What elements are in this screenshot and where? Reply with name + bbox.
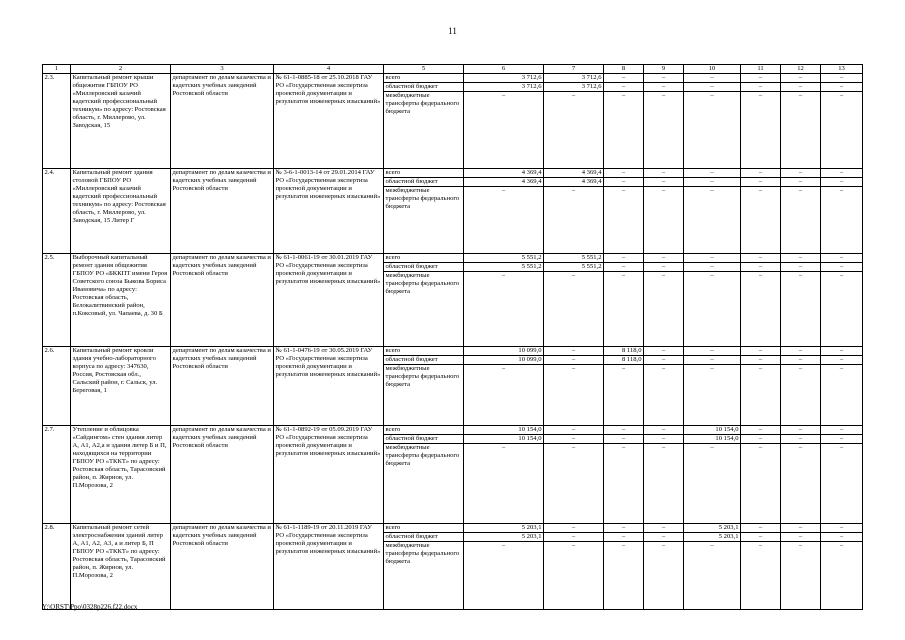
amount-cell: – — [741, 435, 781, 444]
record-object: Капитальный ремонт сетей электроснабжения зданий литер А, А1, А2, А3, а и литер Б, П ГБПОУ РО «ТККТ» по адресу: Ростовская область, Тарасовский район, п. Жирнов, ул. П.Морозова, 2 — [71, 524, 171, 610]
amount-cell: – — [644, 365, 684, 426]
record-object: Капитальный ремонт кровли здания учебно-лабораторного корпуса по адресу: 347630, Россия, Ростовская обл., Сальский район, г. Сальск, ул. Береговая, 1 — [71, 347, 171, 426]
table-row — [43, 74, 863, 83]
amount-cell: – — [644, 356, 684, 365]
amount-cell: – — [604, 92, 644, 169]
amount-cell: – — [684, 347, 741, 356]
amount-cell: – — [741, 533, 781, 542]
amount-cell: – — [544, 187, 604, 254]
table-row — [43, 254, 863, 263]
amount-cell: – — [544, 524, 604, 533]
amount-cell: – — [781, 542, 821, 610]
amount-cell: 3 712,6 — [464, 74, 544, 83]
funding-source: всего — [384, 254, 464, 263]
amount-cell: 5 551,2 — [464, 263, 544, 272]
amount-cell: – — [684, 92, 741, 169]
amount-cell: – — [684, 365, 741, 426]
amount-cell: – — [544, 347, 604, 356]
amount-cell: – — [644, 272, 684, 347]
record-department: департамент по делам казачества и кадетских учебных заведений Ростовской области — [171, 74, 274, 169]
record-department: департамент по делам казачества и кадетских учебных заведений Ростовской области — [171, 347, 274, 426]
amount-cell: – — [684, 74, 741, 83]
amount-cell: – — [741, 365, 781, 426]
amount-cell: – — [781, 365, 821, 426]
column-number: 13 — [821, 65, 863, 74]
amount-cell: – — [821, 542, 863, 610]
amount-cell: – — [464, 365, 544, 426]
record-expertise: № 61-1-0892-19 от 05.09.2019 ГАУ РО «Государственная экспертиза проектной документации и результатов инженерных изысканий» — [274, 426, 384, 524]
amount-cell: – — [781, 444, 821, 524]
amount-cell: – — [604, 444, 644, 524]
amount-cell: – — [544, 435, 604, 444]
amount-cell: – — [464, 272, 544, 347]
record-department: департамент по делам казачества и кадетских учебных заведений Ростовской области — [171, 426, 274, 524]
amount-cell: – — [644, 74, 684, 83]
column-number: 1 — [43, 65, 71, 74]
amount-cell: – — [821, 356, 863, 365]
amount-cell: – — [604, 74, 644, 83]
amount-cell: 4 369,4 — [544, 178, 604, 187]
amount-cell: – — [821, 178, 863, 187]
table-row — [43, 426, 863, 435]
funding-source: межбюджетные трансферты федерального бюджета — [384, 542, 464, 610]
amount-cell: 5 203,1 — [684, 533, 741, 542]
table-row — [43, 347, 863, 356]
amount-cell: – — [644, 92, 684, 169]
amount-cell: – — [821, 74, 863, 83]
amount-cell: 3 712,6 — [544, 74, 604, 83]
amount-cell: – — [741, 524, 781, 533]
amount-cell: – — [781, 83, 821, 92]
amount-cell: – — [821, 533, 863, 542]
record-object: Капитальный ремонт здания столовой ГБПОУ РО «Миллеровский казачий кадетский профессиональный техникум» по адресу: Ростовская область, г. Миллерово, ул. Заводская, 15 Литер Г — [71, 169, 171, 254]
amount-cell: – — [544, 272, 604, 347]
amount-cell: – — [741, 169, 781, 178]
funding-source: всего — [384, 74, 464, 83]
amount-cell: 8 118,0 — [604, 347, 644, 356]
amount-cell: – — [604, 365, 644, 426]
amount-cell: 4 369,4 — [464, 178, 544, 187]
amount-cell: – — [821, 187, 863, 254]
amount-cell: – — [464, 187, 544, 254]
amount-cell: – — [684, 356, 741, 365]
amount-cell: – — [604, 187, 644, 254]
column-number: 6 — [464, 65, 544, 74]
funding-source: всего — [384, 524, 464, 533]
amount-cell: – — [821, 263, 863, 272]
column-number: 5 — [384, 65, 464, 74]
record-department: департамент по делам казачества и кадетских учебных заведений Ростовской области — [171, 254, 274, 347]
amount-cell: – — [644, 426, 684, 435]
amount-cell: 4 369,4 — [544, 169, 604, 178]
amount-cell: – — [644, 542, 684, 610]
funding-source: областной бюджет — [384, 533, 464, 542]
amount-cell: – — [604, 524, 644, 533]
funding-source: областной бюджет — [384, 263, 464, 272]
amount-cell: – — [604, 169, 644, 178]
amount-cell: – — [781, 178, 821, 187]
amount-cell: – — [821, 426, 863, 435]
column-number: 12 — [781, 65, 821, 74]
amount-cell: – — [604, 426, 644, 435]
amount-cell: – — [781, 187, 821, 254]
amount-cell: – — [821, 83, 863, 92]
amount-cell: – — [644, 254, 684, 263]
amount-cell: – — [741, 444, 781, 524]
amount-cell: – — [644, 524, 684, 533]
record-department: департамент по делам казачества и кадетских учебных заведений Ростовской области — [171, 524, 274, 610]
amount-cell: – — [684, 272, 741, 347]
record-department: департамент по делам казачества и кадетских учебных заведений Ростовской области — [171, 169, 274, 254]
amount-cell: – — [684, 254, 741, 263]
funding-source: межбюджетные трансферты федерального бюджета — [384, 272, 464, 347]
record-id: 2.7. — [43, 426, 71, 524]
amount-cell: 10 154,0 — [684, 435, 741, 444]
amount-cell: – — [781, 254, 821, 263]
amount-cell: – — [544, 444, 604, 524]
amount-cell: 10 099,0 — [464, 356, 544, 365]
column-number: 4 — [274, 65, 384, 74]
amount-cell: 5 203,1 — [464, 524, 544, 533]
amount-cell: – — [684, 169, 741, 178]
amount-cell: – — [821, 444, 863, 524]
record-expertise: № 3-6-1-0013-14 от 29.01.2014 ГАУ РО «Государственная экспертиза проектной документации и результатов инженерных изысканий» — [274, 169, 384, 254]
funding-source: областной бюджет — [384, 356, 464, 365]
amount-cell: 10 154,0 — [464, 435, 544, 444]
amount-cell: – — [604, 272, 644, 347]
funding-source: областной бюджет — [384, 435, 464, 444]
column-number-row — [43, 65, 863, 74]
funding-source: межбюджетные трансферты федерального бюджета — [384, 92, 464, 169]
amount-cell: – — [644, 347, 684, 356]
amount-cell: – — [741, 426, 781, 435]
amount-cell: – — [464, 542, 544, 610]
amount-cell: 5 203,1 — [684, 524, 741, 533]
amount-cell: – — [821, 254, 863, 263]
page-number: 11 — [448, 26, 457, 36]
column-number: 7 — [544, 65, 604, 74]
funding-source: межбюджетные трансферты федерального бюджета — [384, 365, 464, 426]
record-expertise: № 61-1-0476-19 от 30.05.2019 ГАУ РО «Государственная экспертиза проектной документации и результатов инженерных изысканий» — [274, 347, 384, 426]
amount-cell: 5 551,2 — [544, 254, 604, 263]
amount-cell: 8 118,0 — [604, 356, 644, 365]
amount-cell: – — [684, 263, 741, 272]
amount-cell: – — [604, 435, 644, 444]
amount-cell: – — [781, 92, 821, 169]
amount-cell: – — [684, 187, 741, 254]
amount-cell: 10 154,0 — [464, 426, 544, 435]
amount-cell: – — [821, 169, 863, 178]
amount-cell: – — [604, 254, 644, 263]
record-expertise: № 61-1-0061-19 от 30.01.2019 ГАУ РО «Государственная экспертиза проектной документации и результатов инженерных изысканий» — [274, 254, 384, 347]
amount-cell: – — [781, 347, 821, 356]
amount-cell: – — [644, 83, 684, 92]
record-id: 2.6. — [43, 347, 71, 426]
record-expertise: № 61-1-0885-18 от 25.10.2018 ГАУ РО «Государственная экспертиза проектной документации и результатов инженерных изысканий» — [274, 74, 384, 169]
record-expertise: № 61-1-1189-19 от 20.11.2019 ГАУ РО «Государственная экспертиза проектной документации и результатов инженерных изысканий» — [274, 524, 384, 610]
amount-cell: – — [741, 272, 781, 347]
amount-cell: – — [781, 169, 821, 178]
amount-cell: – — [781, 74, 821, 83]
amount-cell: – — [604, 263, 644, 272]
record-object: Выборочный капитальный ремонт здания общежития ГБПОУ РО «БККПТ имени Героя Советского союза Быкова Бориса Ивановича» по адресу: Ростовская область, Белокалитвинский район, п.Коксовый, ул. Чапаева, д. 30 Б — [71, 254, 171, 347]
amount-cell: – — [644, 435, 684, 444]
amount-cell: – — [684, 542, 741, 610]
amount-cell: – — [741, 74, 781, 83]
amount-cell: – — [544, 542, 604, 610]
budget-table — [42, 64, 863, 610]
amount-cell: 3 712,6 — [464, 83, 544, 92]
record-id: 2.8. — [43, 524, 71, 610]
funding-source: межбюджетные трансферты федерального бюджета — [384, 187, 464, 254]
column-number: 10 — [684, 65, 741, 74]
record-object: Капитальный ремонт крыши общежития ГБПОУ РО «Миллеровский казачий кадетский профессиональный техникум» по адресу: Ростовская область, г. Миллерово, ул. Заводская, 15 — [71, 74, 171, 169]
amount-cell: – — [781, 272, 821, 347]
amount-cell: – — [544, 426, 604, 435]
amount-cell: – — [741, 178, 781, 187]
amount-cell: 5 551,2 — [464, 254, 544, 263]
funding-source: всего — [384, 347, 464, 356]
amount-cell: – — [644, 444, 684, 524]
amount-cell: – — [544, 533, 604, 542]
amount-cell: – — [741, 187, 781, 254]
amount-cell: 4 369,4 — [464, 169, 544, 178]
amount-cell: – — [781, 533, 821, 542]
amount-cell: 10 154,0 — [684, 426, 741, 435]
amount-cell: – — [644, 169, 684, 178]
amount-cell: – — [644, 533, 684, 542]
amount-cell: 5 203,1 — [464, 533, 544, 542]
column-number: 8 — [604, 65, 644, 74]
amount-cell: – — [741, 263, 781, 272]
amount-cell: – — [741, 83, 781, 92]
record-id: 2.5. — [43, 254, 71, 347]
column-number: 2 — [71, 65, 171, 74]
amount-cell: – — [821, 365, 863, 426]
funding-source: всего — [384, 426, 464, 435]
amount-cell: – — [741, 347, 781, 356]
funding-source: всего — [384, 169, 464, 178]
amount-cell: – — [741, 254, 781, 263]
amount-cell: – — [684, 178, 741, 187]
amount-cell: – — [544, 92, 604, 169]
amount-cell: – — [464, 92, 544, 169]
amount-cell: 3 712,6 — [544, 83, 604, 92]
amount-cell: – — [781, 263, 821, 272]
file-path-footer: Y:\ORST\Ppo\0328p226.f22.docx — [42, 603, 138, 611]
amount-cell: – — [644, 178, 684, 187]
amount-cell: – — [644, 263, 684, 272]
amount-cell: – — [821, 524, 863, 533]
amount-cell: – — [821, 435, 863, 444]
amount-cell: 10 099,0 — [464, 347, 544, 356]
amount-cell: – — [544, 356, 604, 365]
amount-cell: – — [604, 533, 644, 542]
amount-cell: – — [781, 435, 821, 444]
amount-cell: – — [604, 83, 644, 92]
amount-cell: – — [741, 542, 781, 610]
amount-cell: – — [644, 187, 684, 254]
amount-cell: – — [464, 444, 544, 524]
amount-cell: – — [604, 542, 644, 610]
amount-cell: – — [741, 356, 781, 365]
record-id: 2.4. — [43, 169, 71, 254]
record-id: 2.3. — [43, 74, 71, 169]
column-number: 3 — [171, 65, 274, 74]
amount-cell: – — [821, 347, 863, 356]
amount-cell: – — [604, 178, 644, 187]
amount-cell: – — [821, 92, 863, 169]
funding-source: областной бюджет — [384, 83, 464, 92]
amount-cell: – — [741, 92, 781, 169]
funding-source: межбюджетные трансферты федерального бюджета — [384, 444, 464, 524]
table-row — [43, 169, 863, 178]
amount-cell: 5 551,2 — [544, 263, 604, 272]
amount-cell: – — [821, 272, 863, 347]
amount-cell: – — [781, 356, 821, 365]
amount-cell: – — [684, 83, 741, 92]
record-object: Утепление и облицовка «Сайдингом» стен здания литер А, А1, А2,а и здания литер Б и П, находящихся на территории ГБПОУ РО «ТККТ» по адресу: Ростовская область, Тарасовский район, п. Жирнов, ул. П.Морозова, 2 — [71, 426, 171, 524]
amount-cell: – — [544, 365, 604, 426]
column-number: 9 — [644, 65, 684, 74]
amount-cell: – — [781, 524, 821, 533]
amount-cell: – — [684, 444, 741, 524]
amount-cell: – — [781, 426, 821, 435]
funding-source: областной бюджет — [384, 178, 464, 187]
table-row — [43, 524, 863, 533]
column-number: 11 — [741, 65, 781, 74]
